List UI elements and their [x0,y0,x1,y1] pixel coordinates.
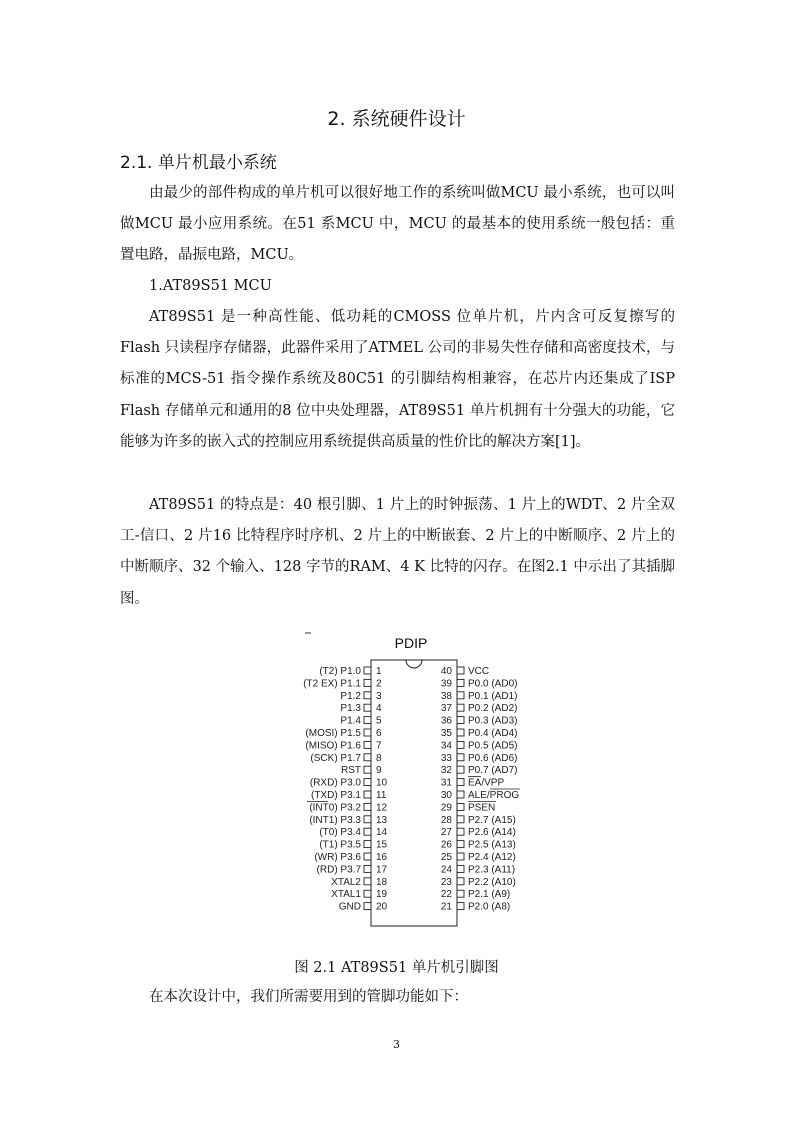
paragraph-at89s51-intro [120,302,675,458]
figure-caption: 图 2.1 AT89S51 单片机引脚图 [294,960,499,976]
pin-pad [457,841,464,848]
pin-number: 15 [376,839,388,851]
pin-number: 21 [440,901,452,913]
pin-number: 27 [440,827,452,839]
pin-name: P2.0 (A8) [468,901,511,913]
pin-number: 13 [376,814,388,826]
pin-number: 37 [440,703,452,715]
pin-pad [364,878,371,885]
pin-pad [457,779,464,786]
pin-pad [364,816,371,823]
pin-name: (WR) P3.6 [314,852,361,863]
pin-number: 19 [376,889,388,901]
pin-pad [364,803,371,810]
pin-pad [364,741,371,748]
pinout-diagram [280,628,570,928]
pin-name: PSEN [468,802,496,814]
pin-pad [364,704,371,711]
pin-number: 26 [440,839,452,851]
pin-pad [457,667,464,674]
pin-pad [364,779,371,786]
pin-pad [364,679,371,686]
pin-pad [457,791,464,798]
pin-name: P2.4 (A12) [468,852,516,863]
pin-pad [364,754,371,761]
pin-number: 40 [440,666,452,677]
pin-pad [457,729,464,736]
pin-name: (T1) P3.5 [319,839,361,851]
pin-name: P2.7 (A15) [468,814,516,826]
pin-pad [457,816,464,823]
pin-number: 29 [440,802,452,814]
pin-name: XTAL1 [331,889,361,901]
pin-pad [457,754,464,761]
chip-notch [406,660,422,668]
pin-name: GND [338,901,361,913]
paragraph-subtitle [120,271,675,302]
pin-number: 7 [376,740,382,752]
pin-name: P1.4 [340,715,361,727]
pin-pad [364,729,371,736]
pin-name: (TXD) P3.1 [310,790,361,801]
pin-number: 33 [440,752,452,764]
paragraph-features [120,490,675,615]
pin-name: VCC [468,666,490,677]
pin-number: 35 [440,728,452,739]
pin-pad [457,865,464,872]
pin-number: 39 [440,678,452,690]
pin-number: 32 [440,765,452,777]
pin-name: (MISO) P1.6 [305,740,361,752]
pin-name: EA/VPP [468,777,505,789]
pin-number: 25 [440,852,452,863]
pin-number: 10 [376,777,388,789]
pin-number: 23 [440,876,452,888]
pin-name: P0.1 (AD1) [468,690,518,702]
paragraph-text: AT89S51 的特点是：40 根引脚、1 片上的时钟振荡、1 片上的WDT、2 片全双工-信口、2 片16 比特程序时序机、2 片上的中断嵌套、2 片上的中断顺序、2 片上的中断顺序、32 个输入、128 字节的RAM、4 K 比特的闪存。在图2.1 中示出了其插脚图。 [120,497,675,607]
pin-number: 36 [440,715,452,727]
pin-pad [457,903,464,910]
pin-pad [457,890,464,897]
paragraph-mcu-min-system [120,178,675,272]
pin-pad [364,841,371,848]
pin-pad [457,803,464,810]
pin-pad [364,865,371,872]
pin-number: 6 [376,728,382,739]
pin-name: P0.2 (AD2) [468,703,518,715]
pin-number: 20 [376,901,388,913]
right-pin-column [441,666,520,913]
pin-number: 5 [376,715,382,727]
pin-pad [457,828,464,835]
pin-pad [457,704,464,711]
pin-name: P1.3 [340,703,361,715]
pin-number: 3 [376,690,382,702]
pin-name: P0.6 (AD6) [468,752,518,764]
pin-pad [364,903,371,910]
pin-name: P2.3 (A11) [468,864,516,876]
pin-number: 16 [376,852,388,863]
pin-pad [364,667,371,674]
pin-name: P2.2 (A10) [468,876,516,888]
section-heading: 2.1. 单片机最小系统 [120,153,277,173]
pin-number: 4 [376,703,382,715]
package-label: PDIP [394,635,428,651]
pin-number: 17 [376,864,388,876]
pin-pad [364,692,371,699]
pin-name: P0.3 (AD3) [468,715,518,727]
pin-name: (RXD) P3.0 [309,777,361,789]
pin-pad [457,878,464,885]
pin-number: 11 [376,790,387,801]
pin-number: 2 [376,678,382,690]
pin-pad [364,717,371,724]
paragraph-text: AT89S51 是一种高性能、低功耗的CMOSS 位单片机，片内含可反复擦写的Flash 只读程序存储器，此器件采用了ATMEL 公司的非易失性存储和高密度技术，与标准的MCS-51 指令操作系统及80C51 的引脚结构相兼容，在芯片内还集成了ISP Flash 存储单元和通用的8 位中央处理器，AT89S51 单片机拥有十分强大的功能，它能够为许多的嵌入式的控制应用系统提供高质量的性价比的解决方案[1]。 [120,309,675,450]
paragraph-text: 由最少的部件构成的单片机可以很好地工作的系统叫做MCU 最小系统，也可以叫做MCU 最小应用系统。在51 系MCU 中，MCU 的最基本的使用系统一般包括：重置电路，晶振电路，MCU。 [120,185,675,264]
pin-number: 30 [440,790,452,801]
pin-pad [364,766,371,773]
pin-name: (INT1) P3.3 [309,814,361,826]
pin-number: 9 [376,765,382,777]
pin-name: (T2) P1.0 [319,666,361,677]
pin-pad [457,853,464,860]
pin-number: 24 [440,864,452,876]
pin-pad [364,890,371,897]
pinout-figure [280,628,570,928]
paragraph-pin-functions [120,982,675,1013]
pin-name: P0.4 (AD4) [468,728,518,739]
pin-number: 14 [376,827,388,839]
pin-pad [364,828,371,835]
pin-name: (INT0) P3.2 [309,802,361,814]
pin-name: (SCK) P1.7 [310,752,361,764]
pin-name: P2.6 (A14) [468,827,516,839]
pin-number: 12 [376,802,388,814]
pin-pad [364,791,371,798]
pin-name: RST [341,765,361,777]
pin-name: (MOSI) P1.5 [305,728,361,739]
pin-number: 34 [440,740,452,752]
pin-number: 28 [440,814,452,826]
pin-number: 38 [440,690,452,702]
pin-pad [457,766,464,773]
pin-name: P2.5 (A13) [468,839,516,851]
pin-name: P0.0 (AD0) [468,678,518,690]
pin-pad [457,717,464,724]
pin-name: XTAL2 [331,876,361,888]
left-pin-column [303,666,387,913]
pin-name: P0.7 (AD7) [468,765,518,777]
pin-number: 22 [440,889,452,901]
pin-name: P1.2 [340,690,361,702]
paragraph-text: 在本次设计中，我们所需要用到的管脚功能如下： [149,989,468,1005]
pin-number: 18 [376,876,388,888]
pin-number: 31 [440,777,452,789]
pin-pad [457,741,464,748]
paragraph-text: 1.AT89S51 MCU [149,278,272,294]
pin-pad [364,853,371,860]
pin-name: P0.5 (AD5) [468,740,518,752]
pin-number: 8 [376,752,382,764]
pin-name: ALE/PROG [468,790,520,801]
pin-pad [457,692,464,699]
pin-number: 1 [376,666,382,677]
pin-name: (T0) P3.4 [319,827,361,839]
pin-pad [457,679,464,686]
pin-name: (RD) P3.7 [316,864,361,876]
pin-name: (T2 EX) P1.1 [303,678,361,690]
page-number: 3 [393,1038,400,1051]
pin-name: P2.1 (A9) [468,889,511,901]
chapter-heading: 2. 系统硬件设计 [327,108,466,130]
